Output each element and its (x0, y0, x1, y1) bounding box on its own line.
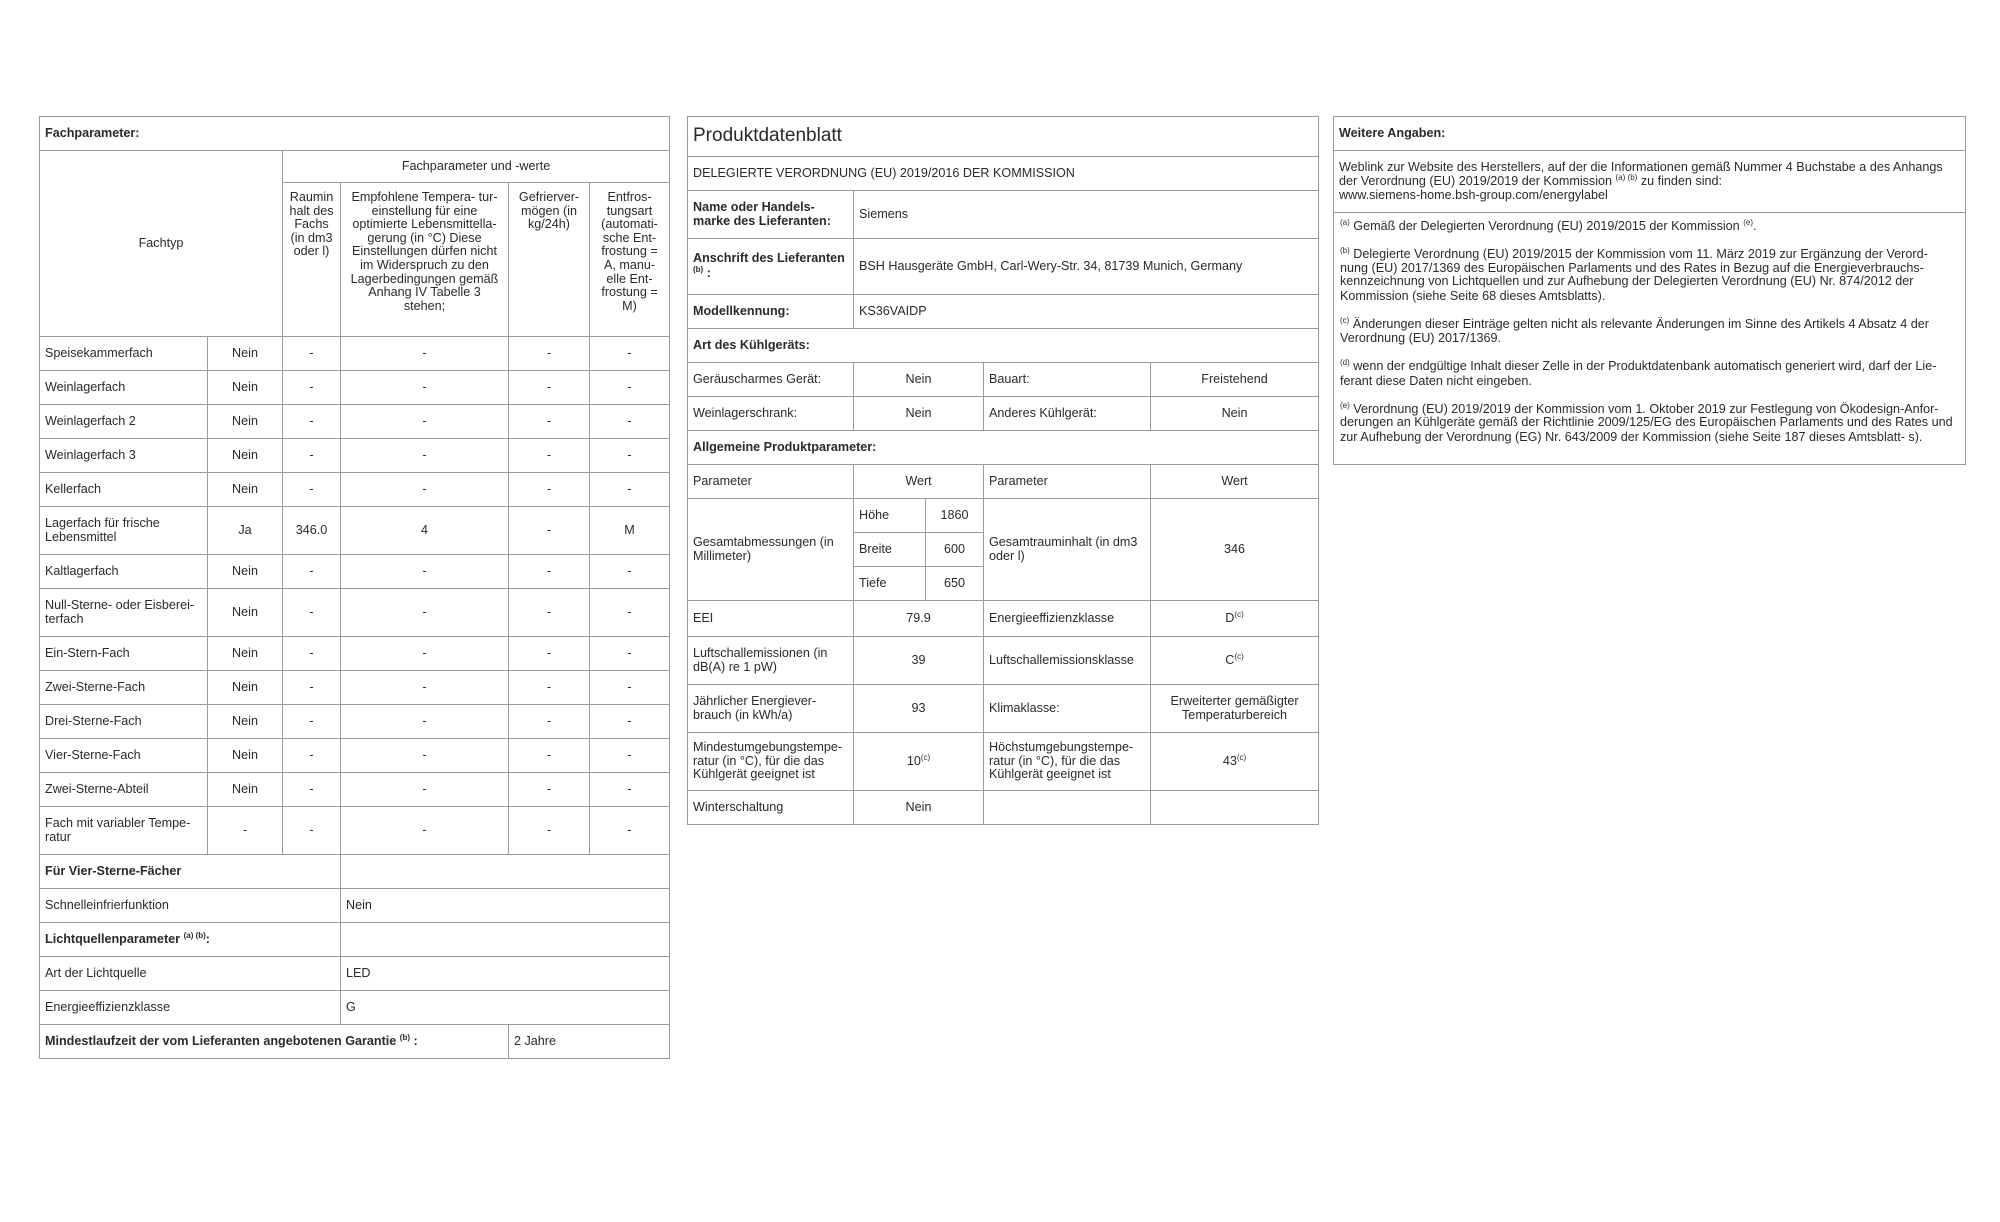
compartment-name: Vier-Sterne-Fach (40, 739, 208, 773)
compartment-defrost: - (590, 337, 670, 371)
compartment-defrost: - (590, 473, 670, 507)
footnote-mark: (d) (1340, 358, 1350, 368)
compartment-defrost: - (590, 589, 670, 637)
light-class-value: G (341, 991, 670, 1025)
compartment-freezing: - (509, 589, 590, 637)
compartment-name: Zwei-Sterne-Fach (40, 671, 208, 705)
footnote-mark: (c) (1340, 315, 1350, 325)
table-row (40, 589, 670, 637)
model-label: Modellkennung: (688, 295, 854, 329)
height-label: Höhe (854, 499, 926, 533)
compartment-defrost: - (590, 671, 670, 705)
max-temp-value: 43$^{(c)}$ (1151, 733, 1319, 791)
compartment-name: Zwei-Sterne-Abteil (40, 773, 208, 807)
eei-label: EEI (688, 601, 854, 637)
compartment-parameters-table (39, 116, 670, 1059)
compartment-volume: - (283, 637, 341, 671)
noise-value: 39 (854, 637, 984, 685)
footnote-text: Verordnung (EU) 2019/2019 der Kommission vom 1. Oktober 2019 zur Festlegung von Ökodesign-Anfor- derungen an Kühlgeräte gemäß der Richtlinie 2009/125/EG des Europäischen Parlaments und des Rates und zur Aufhebung der Verordnung (EG) Nr. 643/2009 der Kommission (siehe Seite 187 dieses Amtsblatt- s). (1340, 401, 1953, 445)
footnote-text: wenn der endgültige Inhalt dieser Zelle in der Produktdatenbank automatisch generiert wird, darf der Lie- ferant diese Daten nicht eingeben. (1340, 359, 1937, 389)
compartment-volume: - (283, 555, 341, 589)
compartment-freezing: - (509, 807, 590, 855)
address-value: BSH Hausgeräte GmbH, Carl-Wery-Str. 34, 81739 Munich, Germany (854, 239, 1319, 295)
compartment-freezing: - (509, 337, 590, 371)
quick-freeze-label: Schnelleinfrierfunktion (40, 889, 341, 923)
four-star-title: Für Vier-Sterne-Fächer (40, 855, 341, 889)
compartment-name: Weinlagerfach 3 (40, 439, 208, 473)
compartment-volume: 346.0 (283, 507, 341, 555)
light-type-label: Art der Lichtquelle (40, 957, 341, 991)
compartment-freezing: - (509, 439, 590, 473)
footnote-end: . (1752, 219, 1757, 234)
col-header-temperature: Empfohlene Tempera- tur-einstellung für eine optimierte Lebensmittella- gerung (in °C) Diese Einstellungen dürfen nicht im Widerspruch zu den Lagerbedingungen gemäß Anhang IV Tabelle 3 stehen; (341, 183, 509, 337)
energy-class-value: $D^{(c)}$ (1151, 601, 1319, 637)
weblink-cell: Weblink zur Website des Herstellers, auf der die Informationen gemäß Nummer 4 Buchstabe a des Anhangs der Verordnung (EU) 2019/2019 der Kommission $^{(a) (b)}$ zu finden sind: www.siemens-home.bsh-group.com/energylabel (1334, 151, 1966, 213)
compartment-present: Nein (208, 555, 283, 589)
compartment-temperature: - (341, 405, 509, 439)
compartment-defrost: - (590, 405, 670, 439)
compartment-temperature: - (341, 473, 509, 507)
fachtyp-header: Fachtyp (40, 151, 283, 337)
regulation-text: DELEGIERTE VERORDNUNG (EU) 2019/2016 DER KOMMISSION (688, 157, 1319, 191)
compartment-present: Nein (208, 705, 283, 739)
annual-energy-label: Jährlicher Energiever- brauch (in kWh/a) (688, 685, 854, 733)
footnotes-cell (1334, 213, 1966, 465)
compartment-freezing: - (509, 671, 590, 705)
wine-cabinet-value: Nein (854, 397, 984, 431)
table-row (40, 371, 670, 405)
footnote (1340, 317, 1959, 347)
compartment-temperature: - (341, 371, 509, 405)
section-title: Fachparameter: (40, 117, 670, 151)
table-row (40, 405, 670, 439)
compartment-present: Ja (208, 507, 283, 555)
col-header-freezing: Gefrierver- mögen (in kg/24h) (509, 183, 590, 337)
compartment-name: Lagerfach für frische Lebensmittel (40, 507, 208, 555)
footnote-mark: (e) (1340, 400, 1350, 410)
footnote (1340, 359, 1959, 389)
general-parameters-title: Allgemeine Produktparameter: (688, 431, 1319, 465)
compartment-name: Null-Sterne- oder Eisberei- terfach (40, 589, 208, 637)
compartment-freezing: - (509, 705, 590, 739)
other-appliance-label: Anderes Kühlgerät: (984, 397, 1151, 431)
depth-value: 650 (926, 567, 984, 601)
compartment-present: Nein (208, 671, 283, 705)
additional-info-title: Weitere Angaben: (1334, 117, 1966, 151)
compartment-defrost: - (590, 637, 670, 671)
compartment-present: Nein (208, 589, 283, 637)
table-row (40, 739, 670, 773)
table-row (40, 705, 670, 739)
compartment-present: Nein (208, 337, 283, 371)
product-datasheet-table (687, 116, 1319, 825)
empty-cell (1151, 791, 1319, 825)
compartment-volume: - (283, 439, 341, 473)
compartment-defrost: - (590, 773, 670, 807)
table-row (40, 807, 670, 855)
empty-cell (341, 923, 670, 957)
table-row (40, 671, 670, 705)
climate-class-value: Erweiterter gemäßigter Temperaturbereich (1151, 685, 1319, 733)
compartment-present: Nein (208, 405, 283, 439)
model-value: KS36VAIDP (854, 295, 1319, 329)
total-volume-label: Gesamtrauminhalt (in dm3 oder l) (984, 499, 1151, 601)
height-value: 1860 (926, 499, 984, 533)
compartment-freezing: - (509, 739, 590, 773)
eei-value: 79.9 (854, 601, 984, 637)
compartment-freezing: - (509, 507, 590, 555)
table-row (40, 337, 670, 371)
table-row (40, 439, 670, 473)
compartment-volume: - (283, 705, 341, 739)
compartment-name: Weinlagerfach 2 (40, 405, 208, 439)
brand-value: Siemens (854, 191, 1319, 239)
compartment-defrost: - (590, 739, 670, 773)
compartment-freezing: - (509, 473, 590, 507)
compartment-present: Nein (208, 439, 283, 473)
compartment-volume: - (283, 405, 341, 439)
wine-cabinet-label: Weinlagerschrank: (688, 397, 854, 431)
empty-cell (984, 791, 1151, 825)
width-value: 600 (926, 533, 984, 567)
other-appliance-value: Nein (1151, 397, 1319, 431)
compartment-temperature: - (341, 671, 509, 705)
footnote (1340, 247, 1959, 304)
compartment-volume: - (283, 773, 341, 807)
compartment-volume: - (283, 671, 341, 705)
light-source-title: Lichtquellenparameter $^{(a) (b)}$: (40, 923, 341, 957)
warranty-label: Mindestlaufzeit der vom Lieferanten angebotenen Garantie $^{(b)}$ : (40, 1025, 509, 1059)
compartment-defrost: - (590, 555, 670, 589)
compartment-temperature: - (341, 555, 509, 589)
compartment-temperature: - (341, 439, 509, 473)
depth-label: Tiefe (854, 567, 926, 601)
compartment-volume: - (283, 589, 341, 637)
compartment-defrost: M (590, 507, 670, 555)
value-header-2: Wert (1151, 465, 1319, 499)
max-temp-label: Höchstumgebungstempe- ratur (in °C), für die das Kühlgerät geeignet ist (984, 733, 1151, 791)
footnote-text: Gemäß der Delegierten Verordnung (EU) 2019/2015 der Kommission (1353, 219, 1740, 234)
compartment-present: Nein (208, 739, 283, 773)
total-volume-value: 346 (1151, 499, 1319, 601)
winter-mode-label: Winterschaltung (688, 791, 854, 825)
compartment-temperature: - (341, 739, 509, 773)
parameter-header-2: Parameter (984, 465, 1151, 499)
footnote-text: Änderungen dieser Einträge gelten nicht als relevante Änderungen im Sinne des Artikels 4 Absatz 4 der Verordnung (EU) 2017/1369. (1340, 316, 1930, 346)
climate-class-label: Klimaklasse: (984, 685, 1151, 733)
warranty-value: 2 Jahre (509, 1025, 670, 1059)
compartment-volume: - (283, 371, 341, 405)
appliance-type-title: Art des Kühlgeräts: (688, 329, 1319, 363)
compartment-temperature: - (341, 807, 509, 855)
compartment-name: Kaltlagerfach (40, 555, 208, 589)
design-value: Freistehend (1151, 363, 1319, 397)
table-row (40, 637, 670, 671)
compartment-volume: - (283, 739, 341, 773)
footnote-text: Delegierte Verordnung (EU) 2019/2015 der Kommission vom 11. März 2019 zur Ergänzung der Verord- nung (EU) 2017/1369 des Europäischen Parlaments und des Rates in Bezug auf die Energieverbrauchs- kennzeichnung von Lichtquellen und zur Aufhebung der Delegierten Verordnung (EU) Nr. 874/2012 der Kommission (siehe Seite 68 dieses Amtsblatts). (1340, 246, 1928, 303)
low-noise-label: Geräuscharmes Gerät: (688, 363, 854, 397)
compartment-name: Drei-Sterne-Fach (40, 705, 208, 739)
compartment-present: Nein (208, 371, 283, 405)
compartment-temperature: - (341, 705, 509, 739)
col-header-defrost: Entfros- tungsart (automati- sche Ent- frostung = A, manu- elle Ent- frostung = M) (590, 183, 670, 337)
compartment-volume: - (283, 473, 341, 507)
table-row (40, 473, 670, 507)
table-row (40, 773, 670, 807)
brand-label: Name oder Handels- marke des Lieferanten: (688, 191, 854, 239)
compartment-volume: - (283, 807, 341, 855)
table-row (40, 555, 670, 589)
noise-class-value: $C^{(c)}$ (1151, 637, 1319, 685)
compartment-temperature: 4 (341, 507, 509, 555)
quick-freeze-value: Nein (341, 889, 670, 923)
compartment-freezing: - (509, 773, 590, 807)
address-label: Anschrift des Lieferanten $^{(b)}$ : (688, 239, 854, 295)
compartment-name: Speisekammerfach (40, 337, 208, 371)
compartment-volume: - (283, 337, 341, 371)
min-temp-label: Mindestumgebungstempe- ratur (in °C), für die das Kühlgerät geeignet ist (688, 733, 854, 791)
compartment-defrost: - (590, 807, 670, 855)
compartment-present: - (208, 807, 283, 855)
table-row (40, 507, 670, 555)
compartment-temperature: - (341, 589, 509, 637)
empty-cell (341, 855, 670, 889)
compartment-freezing: - (509, 405, 590, 439)
compartment-name: Ein-Stern-Fach (40, 637, 208, 671)
width-label: Breite (854, 533, 926, 567)
compartment-present: Nein (208, 637, 283, 671)
compartment-defrost: - (590, 705, 670, 739)
compartment-temperature: - (341, 773, 509, 807)
winter-mode-value: Nein (854, 791, 984, 825)
light-class-label: Energieeffizienzklasse (40, 991, 341, 1025)
compartment-name: Fach mit variabler Tempe- ratur (40, 807, 208, 855)
group-header: Fachparameter und -werte (283, 151, 670, 183)
noise-label: Luftschallemissionen (in dB(A) re 1 pW) (688, 637, 854, 685)
energy-class-label: Energieeffizienzklasse (984, 601, 1151, 637)
footnote-mark: (b) (1340, 245, 1350, 255)
compartment-defrost: - (590, 439, 670, 473)
additional-info-table (1333, 116, 1966, 465)
footnote (1340, 219, 1959, 234)
compartment-temperature: - (341, 637, 509, 671)
parameter-header: Parameter (688, 465, 854, 499)
dimensions-label: Gesamtabmessungen (in Millimeter) (688, 499, 854, 601)
annual-energy-value: 93 (854, 685, 984, 733)
compartment-freezing: - (509, 371, 590, 405)
compartment-temperature: - (341, 337, 509, 371)
compartment-present: Nein (208, 773, 283, 807)
weblink-url[interactable]: www.siemens-home.bsh-group.com/energylabel (1339, 187, 1608, 202)
footnote-end-mark: (e) (1743, 218, 1753, 227)
compartment-present: Nein (208, 473, 283, 507)
page-title: Produktdatenblatt (688, 117, 1319, 157)
light-type-value: LED (341, 957, 670, 991)
footnote (1340, 402, 1959, 445)
compartment-name: Kellerfach (40, 473, 208, 507)
min-temp-value: 10$^{(c)}$ (854, 733, 984, 791)
compartment-freezing: - (509, 637, 590, 671)
compartment-freezing: - (509, 555, 590, 589)
col-header-volume: Raumin halt des Fachs (in dm3 oder l) (283, 183, 341, 337)
noise-class-label: Luftschallemissionsklasse (984, 637, 1151, 685)
value-header: Wert (854, 465, 984, 499)
footnote-mark: (a) (1340, 218, 1350, 227)
compartment-name: Weinlagerfach (40, 371, 208, 405)
compartment-defrost: - (590, 371, 670, 405)
low-noise-value: Nein (854, 363, 984, 397)
design-label: Bauart: (984, 363, 1151, 397)
